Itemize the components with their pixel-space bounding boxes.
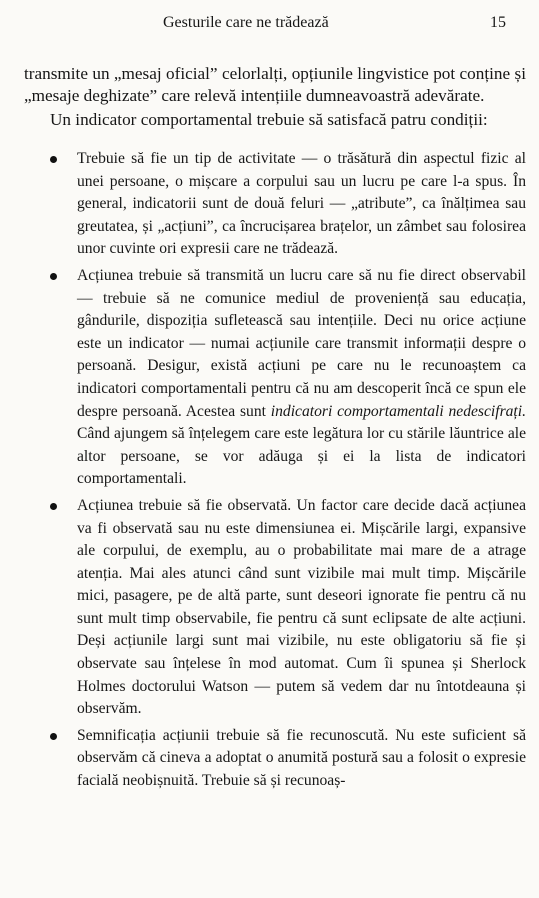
- list-item: [24, 725, 526, 793]
- bullet-dot-icon: [50, 273, 57, 280]
- list-item: [24, 148, 526, 261]
- list-item-text: Trebuie să fie un tip de activitate — o trăsătură din aspectul fizic al unei persoane, o mișcare a corpului sau un lucru pe care l-a spus. În general, indicatorii sunt de două feluri — „atribute”, ca înălțimea sau greutatea, și „acțiuni”, ca încrucișarea brațelor, un zâmbet sau folosirea unor cuvinte ori expresii care ne trădează.: [77, 150, 526, 258]
- running-title: Gesturile care ne trădează: [163, 14, 329, 31]
- page-body: [24, 63, 526, 797]
- list-item: [24, 265, 526, 491]
- emphasized-term: indicatori comportamentali nedescifrați.: [270, 402, 526, 420]
- list-item-text: Semnificația acțiunii trebuie să fie recunoscută. Nu este suficient să observăm că cineva a adoptat o anumită postură sau a folosit o expresie facială neobișnuită. Trebuie să și recunoaș-: [77, 726, 526, 790]
- bullet-dot-icon: [50, 156, 57, 163]
- intro-paragraph: transmite un „mesaj oficial” celorlalți, opțiunile lingvistice pot conține și „mesaje deghizate” care relevă intențiile dumneavoastră adevărate.: [24, 64, 526, 105]
- list-item-text-part: Acțiunea trebuie să transmită un lucru care să nu fie direct observabil — trebuie să ne comunice mediul de proveniență sau educația, gândurile, dispoziția sufletească sau intențiile. Deci nu orice acțiune este un indicator — numai acțiunile care transmit informații despre o persoană. Desigur, există acțiuni pe care nu le recunoaștem ca indicatori comportamentali pentru că nu am descoperit încă ce spun ele despre persoană. Acestea sunt: [77, 266, 526, 420]
- list-item-text: [77, 267, 526, 487]
- list-item-text-part: Când ajungem să înțelegem care este legătura lor cu stările lăuntrice ale altor persoane, se vor adăuga și ei la lista de indicatori comportamentali.: [77, 425, 526, 488]
- list-item: [24, 495, 526, 721]
- conditions-list: [24, 148, 526, 793]
- bullet-dot-icon: [50, 733, 57, 740]
- page-header: [0, 14, 539, 38]
- bullet-dot-icon: [50, 503, 57, 510]
- page-number: 15: [490, 14, 506, 31]
- list-item-text: Acțiunea trebuie să fie observată. Un factor care decide dacă acțiunea va fi observată sau nu este dimensiunea ei. Mișcările largi, expansive ale corpului, de exemplu, au o probabilitate mai mare de a atrage atenția. Mai ales atunci când sunt vizibile mai mult timp. Mișcările mici, pasagere, pe de altă parte, sunt deseori ignorate fie pentru că nu sunt mult timp observabile, fie pentru că sunt eclipsate de alte acțiuni. Deși acțiunile largi sunt mai vizibile, nu este obligatoriu să fie și observate sau înțelese în mod automat. Cum îi spunea și Sherlock Holmes doctorului Watson — putem să vedem dar nu întotdeauna și observăm.: [77, 496, 526, 718]
- conditions-intro-paragraph: Un indicator comportamental trebuie să satisfacă patru condiții:: [50, 110, 488, 129]
